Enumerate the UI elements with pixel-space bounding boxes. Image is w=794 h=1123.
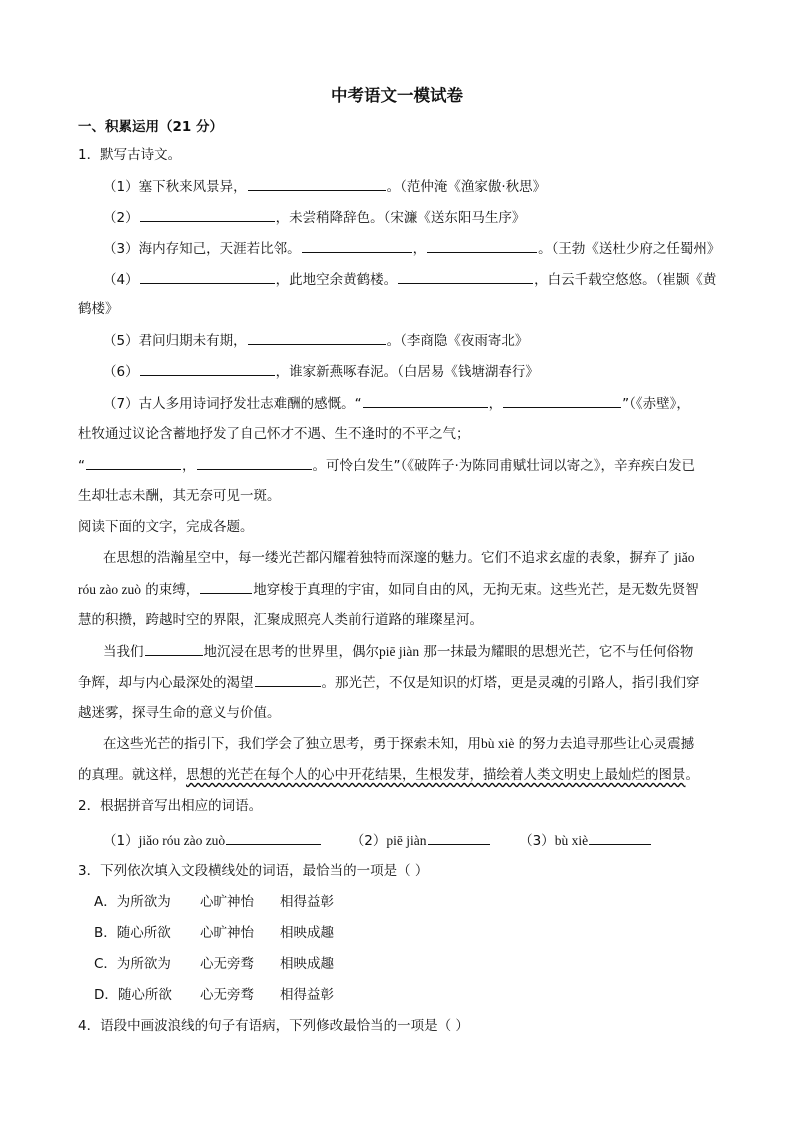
answer-blank[interactable] (248, 330, 386, 345)
q1-stem: 1．默写古诗文。 (78, 147, 182, 163)
option-word: 心无旁骛 (200, 987, 254, 1003)
q1-item-1 (103, 176, 546, 197)
passage-p1-line2 (78, 579, 699, 600)
option-word: 相得益彰 (280, 987, 334, 1003)
q1-item-6-pre: （6） (103, 364, 139, 380)
option-word: 心无旁骛 (200, 956, 254, 972)
pinyin: bù xiè (481, 736, 515, 751)
q1-item-7-line3-post: 。可怜白发生”（《破阵子·为陈同甫赋壮词以寄之》，辛弃疾白发已 (312, 458, 696, 474)
pinyin: bù xiè (554, 833, 589, 848)
answer-blank[interactable] (589, 830, 651, 845)
q1-item-7-mid: ， (488, 396, 503, 412)
answer-blank[interactable] (398, 269, 533, 284)
q1-item-3-post: 。（王勃《送杜少府之任蜀州》 (538, 241, 721, 257)
q3-option-c[interactable] (94, 954, 334, 974)
passage-text: 的努力去追寻那些让心灵震撼 (518, 736, 695, 752)
answer-blank[interactable] (145, 641, 203, 656)
q1-item-4 (103, 269, 716, 290)
q1-item-5-pre: （5）君问归期未有期， (103, 333, 247, 349)
reading-intro: 阅读下面的文字，完成各题。 (78, 519, 254, 535)
pinyin: jiǎo róu zào zuò (138, 833, 226, 848)
q1-item-4-pre: （4） (103, 272, 139, 288)
passage-text: 当我们 (103, 644, 144, 660)
q1-item-3-pre: （3）海内存知己，天涯若比邻。 (103, 241, 301, 257)
q3-stem: 3．下列依次填入文段横线处的词语，最恰当的一项是（ ） (78, 863, 429, 879)
q1-item-7-line3-pre: “ (78, 458, 85, 474)
q1-item-7 (103, 393, 690, 414)
answer-blank[interactable] (86, 455, 181, 470)
q1-item-6-post: ，谁家新燕啄春泥。（白居易《钱塘湖春行》 (275, 364, 539, 380)
passage-p2-line1 (103, 641, 693, 662)
q1-item-2-pre: （2） (103, 210, 139, 226)
passage-p1-line3: 慧的积攒，跨越时空的界限，汇聚成照亮人类前行道路的璀璨星河。 (78, 612, 483, 628)
answer-blank[interactable] (503, 393, 621, 408)
q1-item-3-mid: ， (412, 241, 427, 257)
q1-item-6 (103, 361, 539, 382)
q2-label-2: （2） (350, 833, 387, 849)
passage-text: 地沉浸在思考的世界里，偶尔 (203, 644, 379, 660)
q1-item-4-cont: 鹤楼》 (78, 301, 119, 317)
passage-p3-line2 (78, 765, 699, 785)
section-header: 一、积累运用（21 分） (78, 119, 223, 135)
pinyin: jiǎo (674, 550, 695, 565)
passage-text: 在思想的浩瀚星空中，每一缕光芒都闪耀着独特而深邃的魅力。它们不追求玄虚的表象，摒弃了 (103, 550, 670, 566)
q1-item-7-pre: （7）古人多用诗词抒发壮志难酬的感慨。“ (103, 396, 362, 412)
q1-item-5-post: 。（李商隐《夜雨寄北》 (386, 333, 529, 349)
passage-text: 那一抹最为耀眼的思想光芒，它不与任何俗物 (423, 644, 694, 660)
q3-option-b[interactable] (94, 923, 334, 943)
q2-label-1: （1） (103, 833, 139, 849)
q1-item-7-post: ”（《赤壁》， (622, 396, 690, 412)
answer-blank[interactable] (427, 238, 537, 253)
option-word: 相得益彰 (280, 894, 334, 910)
answer-blank[interactable] (428, 830, 490, 845)
passage-text: 在这些光芒的指引下，我们学会了独立思考，勇于探索未知，用 (103, 736, 481, 752)
q1-item-4-post: ，白云千载空悠悠。（崔颢《黄 (534, 272, 717, 288)
passage-text: 争辉，却与内心最深处的渴望 (78, 675, 254, 691)
option-label: C．为所欲为 (94, 956, 171, 972)
q1-item-7-line2: 杜牧通过议论含蓄地抒发了自己怀才不遇、生不逢时的不平之气； (78, 426, 470, 442)
q3-option-a[interactable] (94, 892, 334, 912)
answer-blank[interactable] (140, 361, 275, 376)
passage-text: 地穿梭于真理的宇宙，如同自由的风，无拘无束。这些光芒，是无数先贤智 (253, 582, 699, 598)
q4-stem: 4．语段中画波浪线的句子有语病，下列修改最恰当的一项是（ ） (78, 1018, 469, 1034)
option-word: 心旷神怡 (200, 925, 254, 941)
option-label: B．随心所欲 (94, 925, 171, 941)
option-label: A．为所欲为 (94, 894, 171, 910)
pinyin: piē jiàn (379, 644, 420, 659)
q1-item-7-line3 (78, 455, 695, 476)
q1-item-1-pre: （1）塞下秋来风景异， (103, 179, 247, 195)
q3-option-d[interactable] (94, 985, 334, 1005)
answer-blank[interactable] (226, 830, 321, 845)
passage-p3-line1 (103, 734, 694, 754)
pinyin: róu zào zuò (78, 582, 141, 597)
answer-blank[interactable] (302, 238, 412, 253)
option-word: 相映成趣 (280, 925, 334, 941)
option-word: 心旷神怡 (200, 894, 254, 910)
q2-stem: 2．根据拼音写出相应的词语。 (78, 798, 263, 814)
answer-blank[interactable] (197, 455, 312, 470)
wavy-underlined-sentence: 思想的光芒在每个人的心中开花结果，生根发芽，描绘着人类文明史上最灿烂的图景 (186, 767, 686, 783)
q2-answers (103, 830, 652, 851)
passage-text: 的束缚， (145, 582, 200, 598)
passage-p2-line3: 越迷雾，探寻生命的意义与价值。 (78, 705, 281, 721)
answer-blank[interactable] (140, 207, 275, 222)
q1-item-1-post: 。（范仲淹《渔家傲·秋思》 (386, 179, 547, 195)
q1-item-2 (103, 207, 525, 228)
passage-p2-line2 (78, 672, 700, 693)
q1-item-4-mid: ，此地空余黄鹤楼。 (275, 272, 398, 288)
answer-blank[interactable] (140, 269, 275, 284)
answer-blank[interactable] (255, 672, 321, 687)
q1-item-5 (103, 330, 528, 351)
q2-label-3: （3） (519, 833, 555, 849)
q1-item-7-line4: 生却壮志未酬，其无奈可见一斑。 (78, 488, 281, 504)
page-title: 中考语文一模试卷 (331, 86, 463, 105)
answer-blank[interactable] (363, 393, 488, 408)
q1-item-7-line3-mid: ， (182, 458, 196, 474)
passage-text: 的真理。就这样， (78, 767, 186, 783)
pinyin: piē jiàn (386, 833, 427, 848)
answer-blank[interactable] (200, 579, 252, 594)
answer-blank[interactable] (248, 176, 386, 191)
option-word: 相映成趣 (280, 956, 334, 972)
passage-text: 。那光芒，不仅是知识的灯塔，更是灵魂的引路人，指引我们穿 (321, 675, 700, 691)
passage-text: 。 (685, 767, 699, 783)
q1-item-2-post: ，未尝稍降辞色。（宋濂《送东阳马生序》 (275, 210, 526, 226)
passage-p1-line1 (103, 548, 695, 568)
option-label: D．随心所欲 (94, 987, 172, 1003)
q1-item-3 (103, 238, 720, 259)
